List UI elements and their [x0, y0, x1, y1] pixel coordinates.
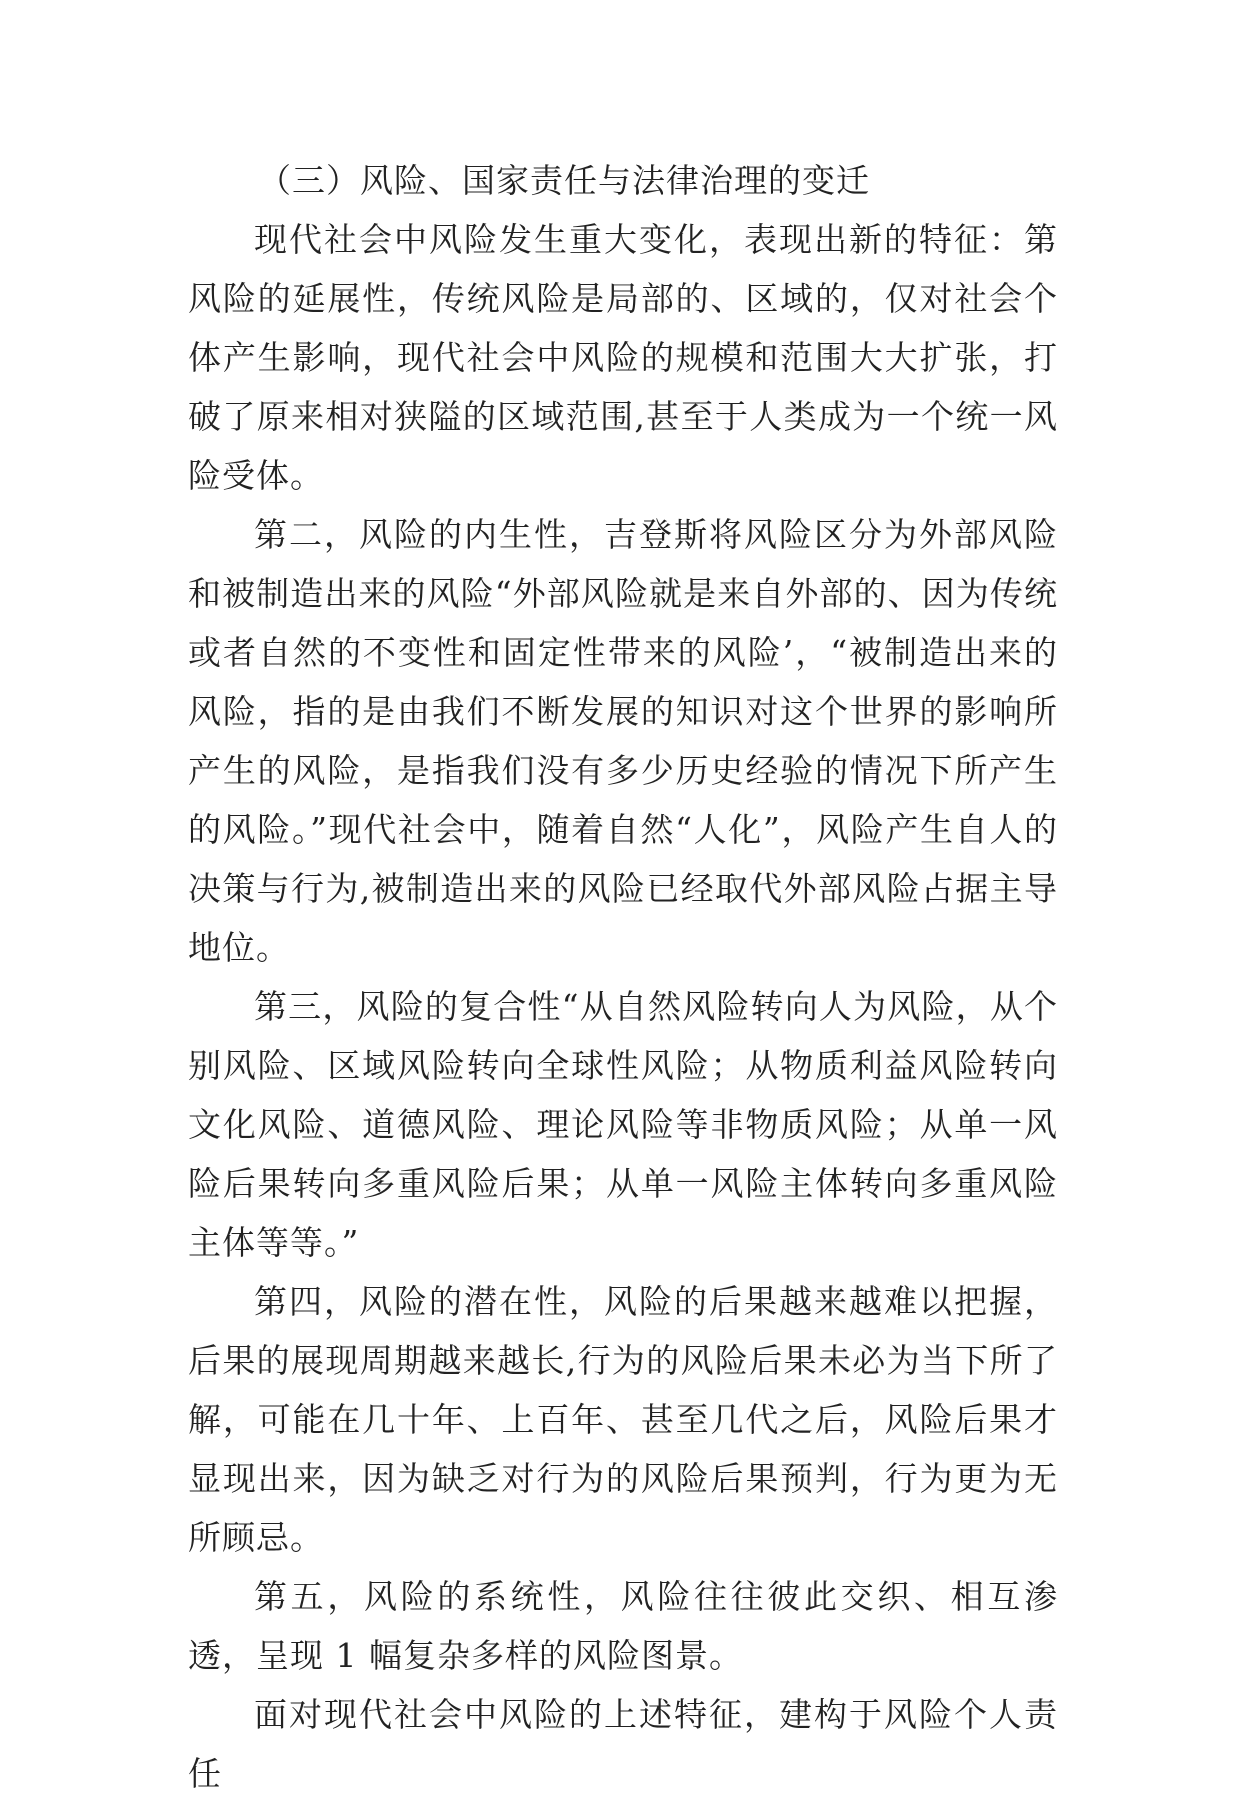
paragraph-risk-endogeneity: 第二，风险的内生性，吉登斯将风险区分为外部风险和被制造出来的风险“外部风险就是来自外部的、因为传统或者自然的不变性和固定性带来的风险’，“被制造出来的风险，指的是由我们不断发展的知识对这个世界的影响所产生的风险，是指我们没有多少历史经验的情况下所产生的风险。”现代社会中，随着自然“人化”，风险产生自人的决策与行为,被制造出来的风险已经取代外部风险占据主导地位。	[188, 515, 1058, 967]
paragraph-conclusion: 面对现代社会中风险的上述特征，建构于风险个人责任	[188, 1695, 1058, 1793]
paragraph-risk-extension: 现代社会中风险发生重大变化，表现出新的特征：第风险的延展性，传统风险是局部的、区域的，仅对社会个体产生影响，现代社会中风险的规模和范围大大扩张，打破了原来相对狭隘的区域范围,甚至于人类成为一个统一风险受体。	[188, 220, 1058, 495]
paragraph-risk-complexity: 第三，风险的复合性“从自然风险转向人为风险，从个别风险、区域风险转向全球性风险；从物质利益风险转向文化风险、道德风险、理论风险等非物质风险；从单一风险后果转向多重风险后果；从单一风险主体转向多重风险主体等等。”	[188, 987, 1058, 1262]
section-heading: （三）风险、国家责任与法律治理的变迁	[258, 161, 870, 200]
paragraph-risk-latency: 第四，风险的潜在性，风险的后果越来越难以把握，后果的展现周期越来越长,行为的风险后果未必为当下所了解，可能在几十年、上百年、甚至几代之后，风险后果才显现出来，因为缺乏对行为的风险后果预判，行为更为无所顾忌。	[188, 1282, 1058, 1557]
document-body	[188, 152, 1058, 1803]
paragraph-risk-systemic: 第五，风险的系统性，风险往往彼此交织、相互渗透，呈现 1 幅复杂多样的风险图景。	[188, 1577, 1058, 1675]
